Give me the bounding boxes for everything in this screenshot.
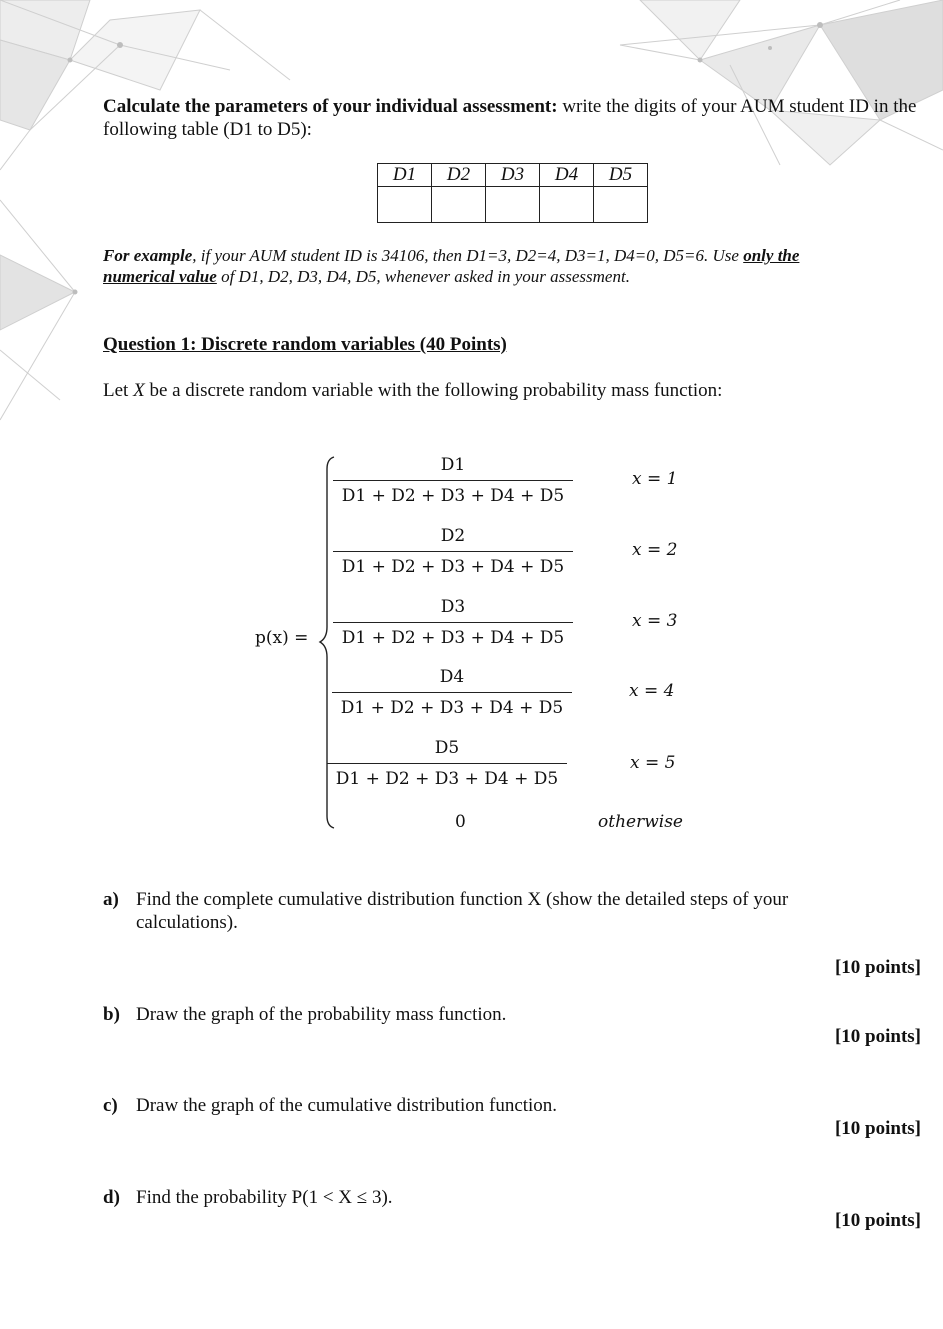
id-table-header: D3 [486,164,540,187]
question-1-intro: Let X be a discrete random variable with the following probability mass function: [103,380,723,401]
id-digit-cell[interactable] [432,187,486,223]
part-b-points: [10 points] [834,1026,921,1047]
example-emphasis: only the numerical value [103,246,800,286]
pmf-else-condition: otherwise [598,812,683,832]
part-d-points: [10 points] [834,1210,921,1231]
id-table-header: D1 [378,164,432,187]
id-table-header: D4 [540,164,594,187]
question-1-title: Question 1: Discrete random variables (40 Points) [103,334,507,355]
student-id-table [377,163,648,223]
part-text: Find the probability P(1 < X ≤ 3). [136,1187,393,1208]
id-digit-cell[interactable] [594,187,648,223]
part-label: b) [103,1004,120,1025]
pmf-fraction: D5 D1 + D2 + D3 + D4 + D5 [327,735,567,792]
id-table-header-row [378,164,648,187]
pmf-condition: x = 3 [632,611,678,631]
id-table-value-row [378,187,648,223]
part-c-points: [10 points] [834,1118,921,1139]
pmf-fraction: D2 D1 + D2 + D3 + D4 + D5 [333,523,573,580]
id-table-header: D2 [432,164,486,187]
id-digit-cell[interactable] [540,187,594,223]
example-text-1: , if your AUM student ID is 34106, then D1=3, D2=4, D3=1, D4=0, D5=6. Use [192,246,744,265]
pmf-fraction: D3 D1 + D2 + D3 + D4 + D5 [333,594,573,651]
part-text: Draw the graph of the probability mass function. [136,1004,507,1025]
id-digit-cell[interactable] [378,187,432,223]
part-a-points: [10 points] [834,957,921,978]
pmf-condition: x = 2 [632,540,678,560]
part-label: d) [103,1187,120,1208]
pmf-condition: x = 1 [632,469,678,489]
example-note [103,245,863,287]
example-text-2: of D1, D2, D3, D4, D5, whenever asked in your assessment. [216,267,630,286]
part-label: a) [103,889,119,910]
pmf-fraction: D4 D1 + D2 + D3 + D4 + D5 [332,664,572,721]
part-text: Draw the graph of the cumulative distribution function. [136,1095,558,1116]
pmf-condition: x = 4 [629,681,675,701]
part-label: c) [103,1095,118,1116]
pmf-lhs: p(x) = [255,628,309,648]
example-lead: For example [103,246,193,265]
pmf-fraction: D1 D1 + D2 + D3 + D4 + D5 [333,452,573,509]
part-text: Find the complete cumulative distribution function X (show the detailed steps of your calculations). [136,889,789,933]
random-variable: X [133,380,145,401]
id-digit-cell[interactable] [486,187,540,223]
instructions-bold: Calculate the parameters of your individual assessment: [103,96,558,117]
id-table-header: D5 [594,164,648,187]
assessment-instructions [103,95,923,141]
pmf-else-value: 0 [455,812,466,832]
instructions-rest: write the digits of your AUM student ID in the following table (D1 to D5): [103,96,917,140]
pmf-condition: x = 5 [630,753,676,773]
